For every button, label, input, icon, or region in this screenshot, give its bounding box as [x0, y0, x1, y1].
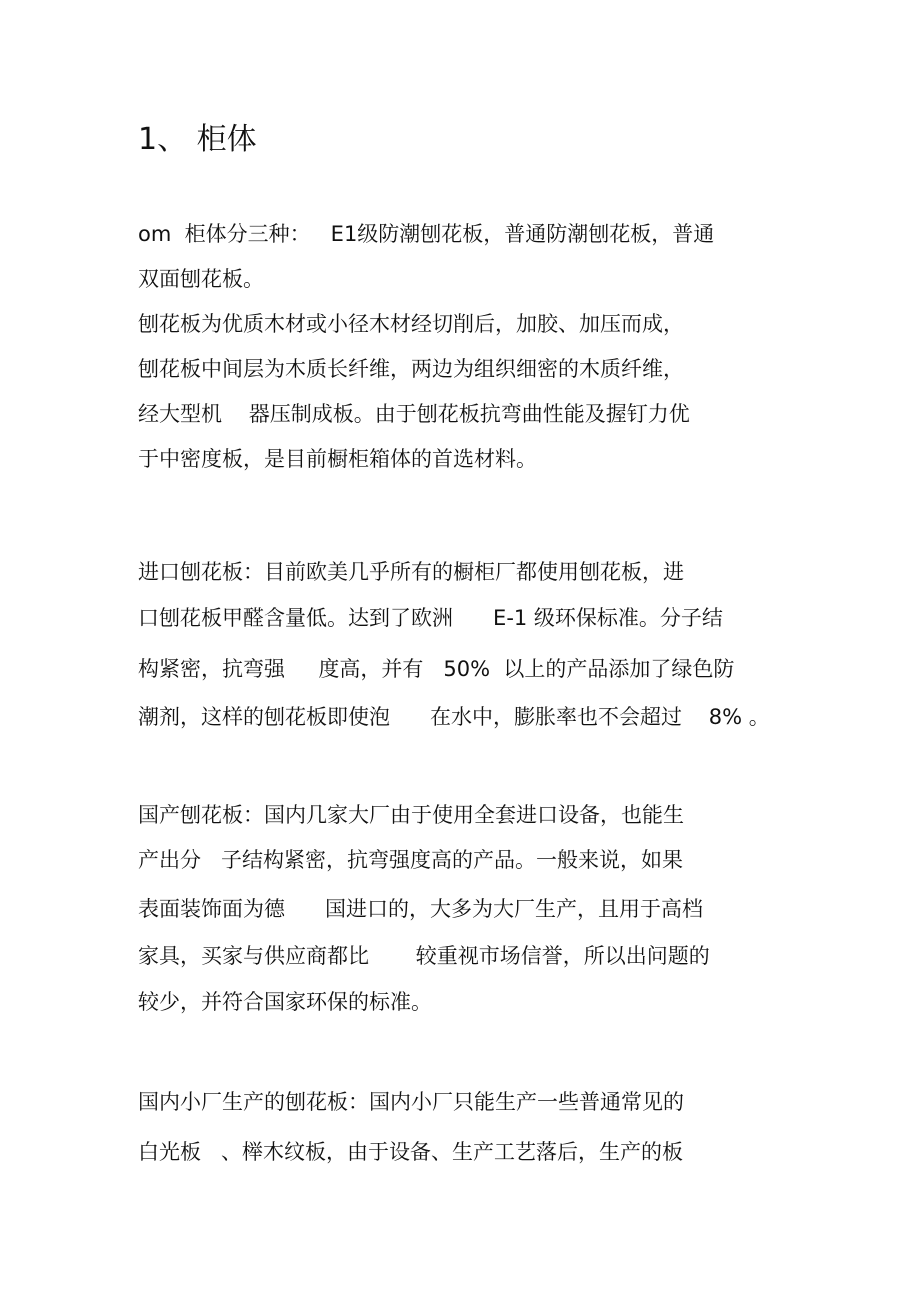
text-line: 经大型机 器压制成板。由于刨花板抗弯曲性能及握钉力优 — [138, 402, 690, 426]
text-line: 家具，买家与供应商都比 较重视市场信誉，所以出问题的 — [138, 944, 710, 968]
text-line: om 柜体分三种： E1级防潮刨花板，普通防潮刨花板，普通 — [138, 222, 715, 246]
text-line: 构紧密，抗弯强 度高，并有 50% 以上的产品添加了绿色防 — [138, 657, 735, 681]
text-line: 潮剂，这样的刨花板即使泡 在水中，膨胀率也不会超过 8% 。 — [138, 705, 770, 729]
text-line: 较少，并符合国家环保的标准。 — [138, 990, 432, 1014]
text-line: 表面装饰面为德 国进口的，大多为大厂生产，且用于高档 — [138, 897, 704, 921]
text-line: 刨花板为优质木材或小径木材经切削后，加胶、加压而成， — [138, 312, 684, 336]
section-heading: 1、 柜体 — [138, 122, 257, 157]
text-line: 口刨花板甲醛含量低。达到了欧洲 E-1 级环保标准。分子结 — [138, 606, 723, 630]
text-line: 国内小厂生产的刨花板：国内小厂只能生产一些普通常见的 — [138, 1090, 684, 1114]
text-line: 双面刨花板。 — [138, 267, 264, 291]
text-line: 国产刨花板：国内几家大厂由于使用全套进口设备，也能生 — [138, 803, 684, 827]
text-line: 于中密度板，是目前橱柜箱体的首选材料。 — [138, 447, 537, 471]
text-line: 进口刨花板：目前欧美几乎所有的橱柜厂都使用刨花板，进 — [138, 560, 684, 584]
text-line: 产出分 子结构紧密，抗弯强度高的产品。一般来说，如果 — [138, 848, 684, 872]
text-line: 刨花板中间层为木质长纤维，两边为组织细密的木质纤维， — [138, 357, 684, 381]
text-line: 白光板 、榉木纹板，由于设备、生产工艺落后，生产的板 — [138, 1140, 684, 1164]
